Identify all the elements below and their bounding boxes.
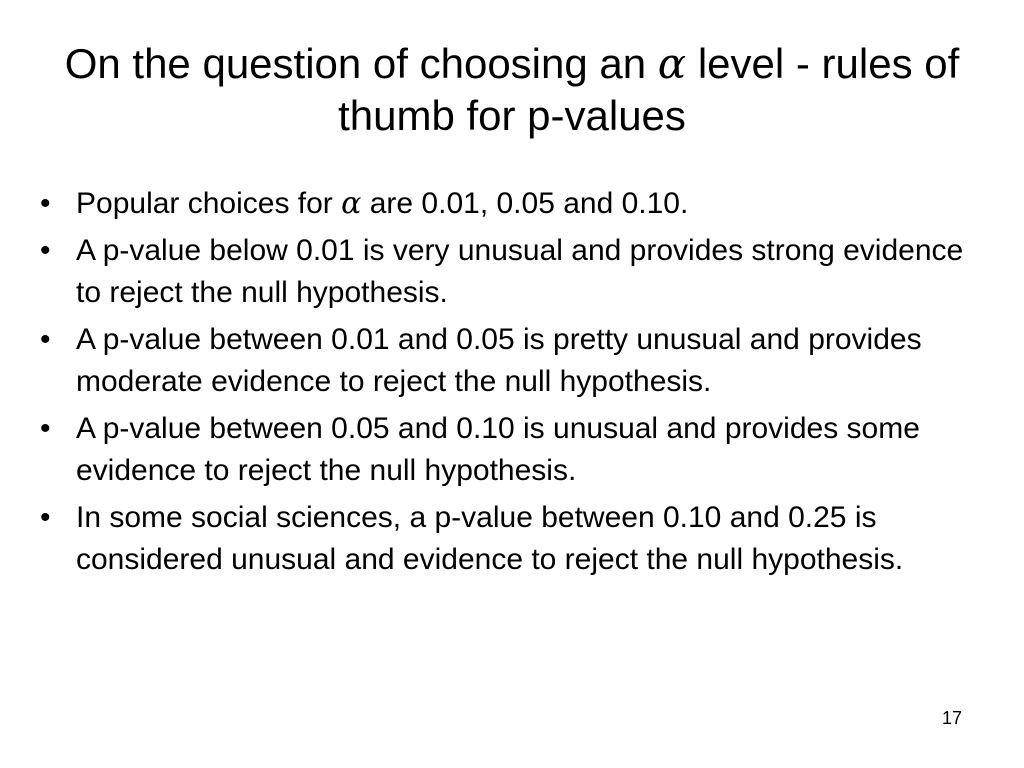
- bullet-text: A p-value below 0.01 is very unusual and provides strong evidence to reject the null hypothesis.: [76, 234, 964, 309]
- slide-title-text-start: On the question of choosing an: [64, 40, 658, 87]
- bullet-marker: •: [40, 501, 51, 534]
- bullet-item: [40, 408, 980, 492]
- bullet-item: [40, 497, 980, 581]
- bullet-text-start: Popular choices for: [76, 187, 342, 220]
- bullet-item: [40, 183, 980, 225]
- bullet-text-end: are 0.01, 0.05 and 0.10.: [361, 187, 689, 220]
- bullet-item: [40, 230, 980, 314]
- bullet-marker: •: [40, 187, 51, 220]
- alpha-symbol: α: [341, 186, 362, 221]
- slide-title: [60, 38, 964, 142]
- bullet-text: A p-value between 0.01 and 0.05 is pretty unusual and provides moderate evidence to reject the null hypothesis.: [76, 323, 922, 398]
- page-number: 17: [941, 708, 962, 728]
- bullet-list: [40, 183, 980, 586]
- bullet-marker: •: [40, 234, 51, 267]
- bullet-marker: •: [40, 323, 51, 356]
- alpha-symbol: α: [657, 39, 687, 88]
- bullet-text: In some social sciences, a p-value between 0.10 and 0.25 is considered unusual and evidence to reject the null hypothesis.: [76, 501, 904, 576]
- slide-title-text-end: level - rules of thumb for p-values: [338, 40, 960, 139]
- bullet-item: [40, 319, 980, 403]
- bullet-marker: •: [40, 412, 51, 445]
- bullet-text: A p-value between 0.05 and 0.10 is unusual and provides some evidence to reject the null hypothesis.: [76, 412, 920, 487]
